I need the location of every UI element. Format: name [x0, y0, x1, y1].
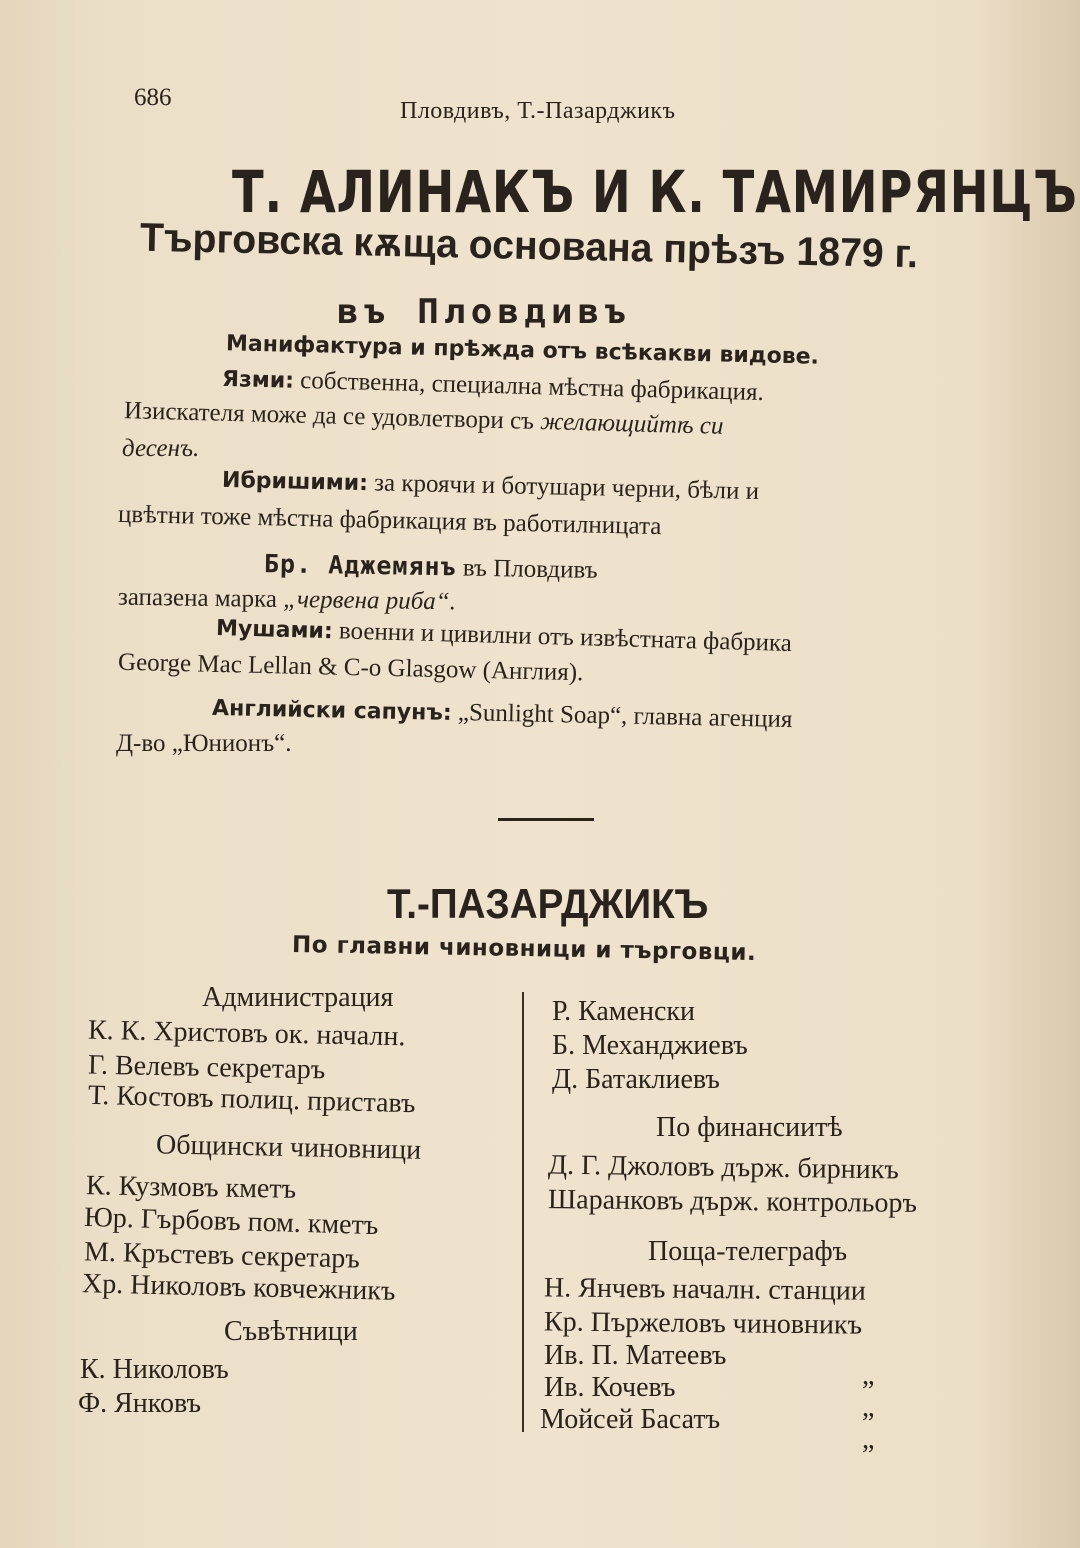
soap-label: Английски сапунъ:: [211, 695, 452, 726]
yazmi-text-2-italic: желающийтѣ си: [539, 408, 724, 440]
ibr-line-1: [222, 466, 760, 506]
mush-line-1: [216, 614, 793, 658]
advert-line-manufactura: [226, 329, 819, 370]
ibr-text-4-italic: „червена риба“.: [283, 585, 457, 616]
municipal-row: Юр. Гърбовъ пом. кметъ: [83, 1201, 379, 1242]
municipal-heading: Общински чиновници: [155, 1129, 422, 1166]
yazmi-label: Язми:: [221, 366, 295, 394]
running-head: Пловдивъ, Т.-Пазарджикъ: [400, 98, 676, 124]
post-row: Н. Янчевъ началн. станции: [543, 1272, 866, 1307]
yazmi-text-1: собственна, специална мѣстна фабрикация.: [299, 366, 765, 407]
council-row: К. Николовъ: [80, 1354, 229, 1385]
yazmi-line-1: [222, 365, 764, 407]
mush-text-1: военни и цивилни отъ извѣстната фабрика: [338, 617, 793, 658]
admin-row: К. К. Христовъ ок. началн.: [87, 1014, 406, 1053]
advert-title: Т. АЛИНАКЪ И К. ТАМИРЯНЦЪ: [232, 158, 1078, 226]
column-divider: [522, 992, 524, 1432]
right-name-row: Р. Каменски: [552, 996, 695, 1027]
finance-heading: По финансиитѣ: [656, 1112, 843, 1143]
soap-line-1: [212, 694, 793, 734]
municipal-row: Хр. Николовъ ковчежникъ: [81, 1268, 396, 1307]
section-subtitle: По главни чиновници и търговци.: [291, 931, 757, 967]
post-row: Ив. Кочевъ: [544, 1372, 676, 1403]
ditto-mark: „: [862, 1424, 875, 1455]
soap-text-1: „Sunlight Soap“, главна агенция: [457, 699, 793, 734]
right-name-row: Б. Механджиевъ: [552, 1030, 748, 1061]
ibr-label: Ибришими:: [221, 467, 369, 497]
soap-line-2: Д-во „Юнионъ“.: [116, 730, 292, 757]
admin-row: Т. Костовъ полиц. приставъ: [87, 1079, 416, 1120]
ibr-text-1: за кроячи и ботушари черни, бѣли и: [373, 469, 760, 506]
mush-label: Мушами:: [215, 615, 334, 645]
council-row: Ф. Янковъ: [78, 1388, 201, 1419]
post-row: Мойсей Басатъ: [540, 1404, 721, 1435]
ibr-firm-name: Бр. Аджемянъ: [263, 549, 457, 582]
ibr-line-2: цвѣтни тоже мѣстна фабрикация въ работилницата: [117, 500, 662, 541]
yazmi-text-2: Изискателя може да се удовлетвори съ: [123, 397, 535, 435]
municipal-row: К. Кузмовъ кметъ: [85, 1170, 297, 1205]
advert-city: въ Пловдивъ: [336, 292, 632, 332]
ibr-line-3: [264, 549, 598, 585]
section-title: Т.-ПАЗАРДЖИКЪ: [386, 880, 709, 927]
ditto-mark: „: [862, 1392, 875, 1423]
admin-row: Г. Велевъ секретаръ: [87, 1049, 326, 1086]
section-divider: [498, 818, 594, 821]
council-heading: Съвѣтници: [224, 1316, 358, 1347]
post-row: Кр. Пържеловъ чиновникъ: [543, 1306, 863, 1341]
mush-line-2: George Mac Lellan & C-o Glasgow (Англия).: [117, 648, 584, 687]
admin-heading: Администрация: [202, 982, 394, 1013]
post-heading: Поща-телеграфъ: [648, 1236, 848, 1267]
advert-subtitle: Търговска кѫща основана прѣзъ 1879 г.: [139, 215, 919, 277]
finance-row: Д. Г. Джоловъ държ. бирникъ: [547, 1149, 900, 1186]
municipal-row: М. Кръстевъ секретаръ: [83, 1236, 361, 1275]
ibr-text-4: запазена марка: [117, 583, 278, 613]
ibr-line-4: [118, 584, 456, 617]
right-name-row: Д. Батаклиевъ: [552, 1064, 720, 1095]
finance-row: Шаранковъ държ. контрольоръ: [547, 1184, 918, 1219]
ibr-text-3: въ Пловдивъ: [462, 554, 598, 584]
yazmi-line-3: десенъ.: [122, 435, 200, 462]
manufactura-text: Манифактура и прѣжда отъ всѣкакви видове.: [225, 331, 820, 370]
post-row: Ив. П. Матеевъ: [544, 1340, 727, 1371]
page-number: 686: [134, 84, 172, 111]
ditto-mark: „: [862, 1360, 875, 1391]
